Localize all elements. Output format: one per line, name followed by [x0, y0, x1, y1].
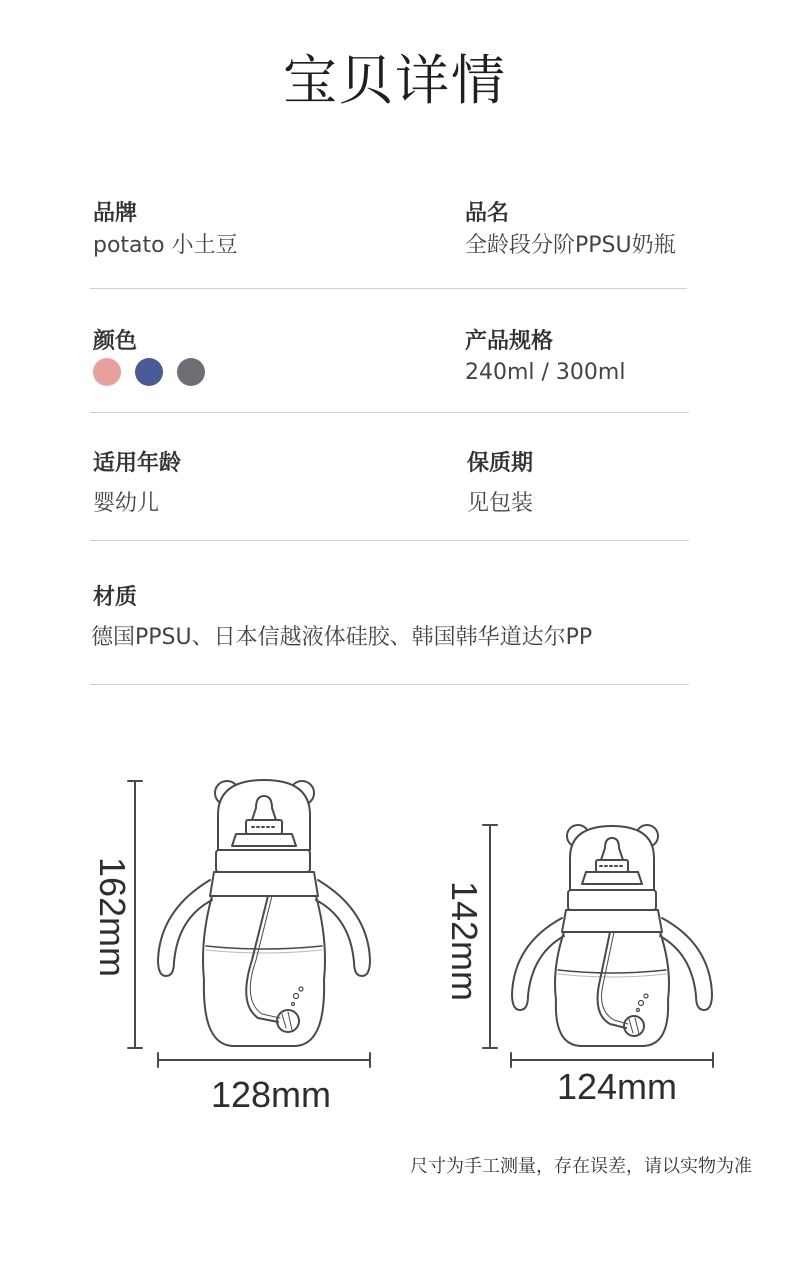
- measurement-note: 尺寸为手工测量，存在误差，请以实物为准: [410, 1156, 752, 1177]
- small-height-dimension-line: [483, 825, 497, 1048]
- specification-label: 产品规格: [465, 329, 554, 354]
- small-width-label: 124mm: [556, 1066, 678, 1107]
- large-width-label: 128mm: [210, 1074, 332, 1115]
- shelf-life-label: 保质期: [467, 451, 534, 476]
- large-width-dimension-line: [158, 1053, 370, 1067]
- brand-label: 品牌: [93, 201, 138, 226]
- age-value: 婴幼儿: [93, 491, 160, 516]
- page-title: 宝贝详情: [283, 49, 507, 112]
- brand-value: potato 小土豆: [93, 233, 238, 258]
- small-bottle-icon: [512, 825, 712, 1046]
- age-label: 适用年龄: [93, 451, 182, 476]
- specification-value: 240ml / 300ml: [465, 360, 626, 385]
- small-width-dimension-line: [511, 1053, 713, 1067]
- product-name-label: 品名: [465, 201, 510, 226]
- material-label: 材质: [93, 585, 138, 610]
- product-name-value: 全龄段分阶PPSU奶瓶: [465, 233, 676, 258]
- material-value: 德国PPSU、日本信越液体硅胶、韩国韩华道达尔PP: [91, 625, 593, 650]
- small-height-label: 142mm: [444, 880, 485, 1002]
- color-label: 颜色: [93, 329, 138, 354]
- shelf-life-value: 见包装: [467, 491, 534, 516]
- large-height-label: 162mm: [92, 856, 133, 978]
- large-bottle-icon: [158, 780, 370, 1046]
